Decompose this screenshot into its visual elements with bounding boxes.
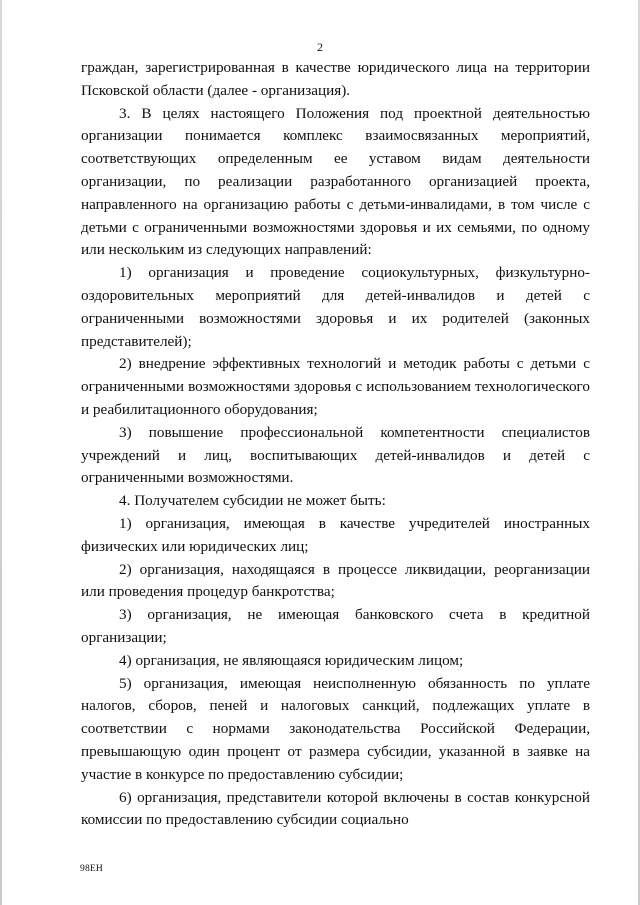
paragraph-3-item-1: 1) организация и проведение социокультурных, физкультурно-оздоровительных мероприятий для детей-инвалидов и детей с ограниченными возможностями здоровья и их родителей (законных представителей); <box>81 264 590 350</box>
paragraph-4-item-2: 2) организация, находящаяся в процессе ликвидации, реорганизации или проведения процедур банкротства; <box>81 560 590 601</box>
paragraph-3-item-3: 3) повышение профессиональной компетентности специалистов учреждений и лиц, воспитывающих детей-инвалидов и детей с ограниченными возможностями. <box>81 423 590 487</box>
paragraph-3-item-2: 2) внедрение эффективных технологий и методик работы с детьми с ограниченными возможностями здоровья с использованием технологического и реабилитационного оборудования; <box>81 355 590 418</box>
paragraph-4-item-5: 5) организация, имеющая неисполненную обязанность по уплате налогов, сборов, пеней и налоговых санкций, подлежащих уплате в соответствии с нормами законодательства Российской Федерации, превышающую один процент от размера субсидии, указанной в заявке на участие в конкурсе по предоставлению субсидии; <box>81 674 590 783</box>
paragraph-4-heading: 4. Получателем субсидии не может быть: <box>119 492 386 510</box>
scan-edge-left <box>0 0 2 905</box>
paragraph-4-item-3: 3) организация, не имеющая банковского счета в кредитной организации; <box>81 606 590 646</box>
paragraph-continuation: граждан, зарегистрированная в качестве юридического лица на территории Псковской области (далее - организация). <box>81 59 590 99</box>
paragraph-4-item-6: 6) организация, представители которой включены в состав конкурсной комиссии по предоставлению субсидии социально <box>81 788 590 829</box>
document-body <box>81 57 590 832</box>
page-number: 2 <box>317 40 323 54</box>
paragraph-3-definition: 3. В целях настоящего Положения под проектной деятельностью организации понимается комплекс взаимосвязанных мероприятий, соответствующих определенным ее уставом видам деятельности организации, по реализации разработанного организацией проекта, направленного на организацию работы с детьми-инвалидами, в том числе с детьми с ограниченными возможностями здоровья и их семьями, по одному или нескольким из следующих направлений: <box>81 104 590 259</box>
paragraph-4-item-1: 1) организация, имеющая в качестве учредителей иностранных физических или юридических лиц; <box>81 514 590 555</box>
paragraph-4-item-4: 4) организация, не являющаяся юридическим лицом; <box>119 651 464 669</box>
footer-code: 98EH <box>80 864 103 874</box>
